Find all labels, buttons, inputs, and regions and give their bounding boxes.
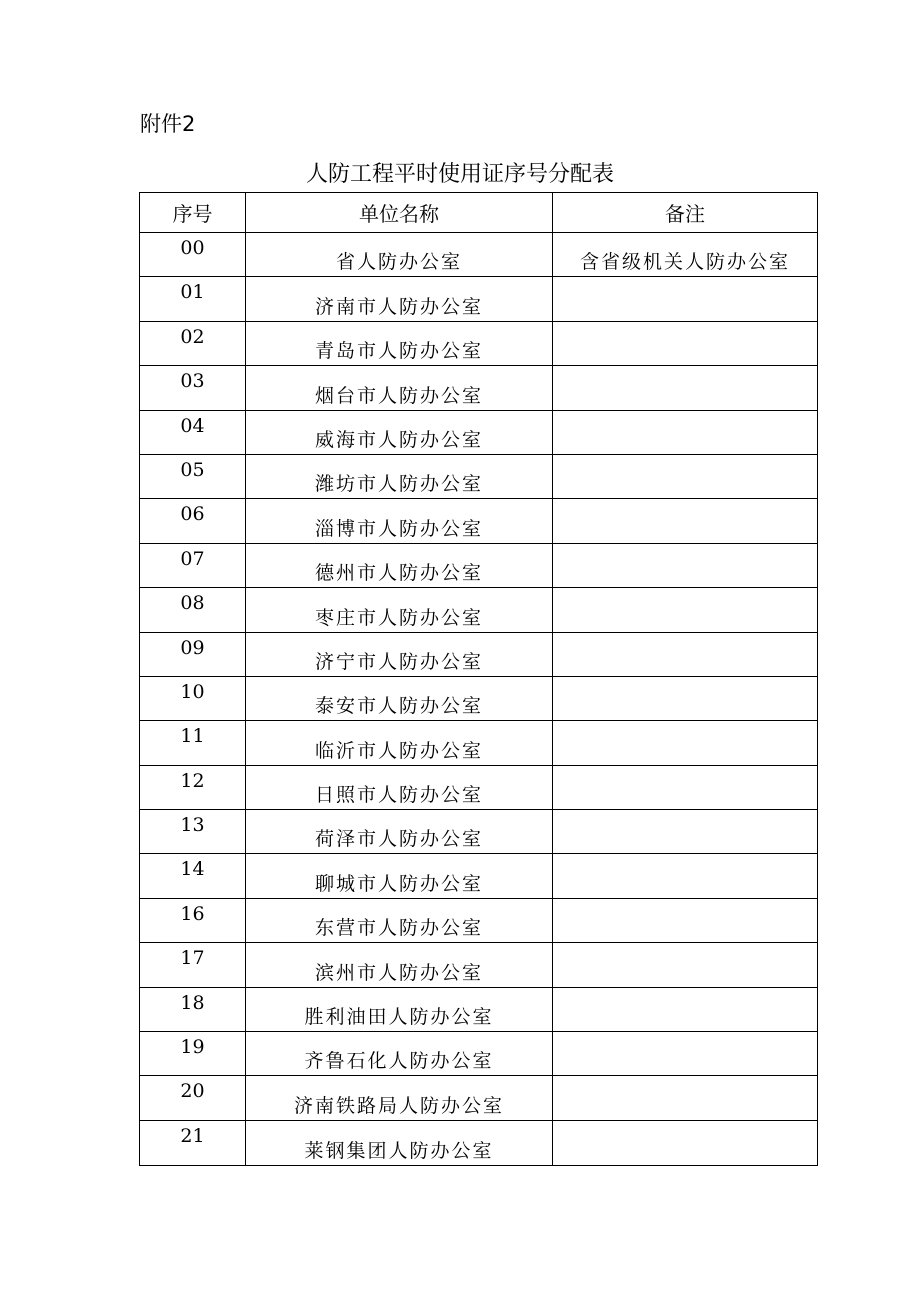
serial-number-cell: 02 [140, 321, 246, 365]
serial-number-cell: 16 [140, 898, 246, 942]
serial-number-cell: 11 [140, 721, 246, 765]
remarks-cell [553, 676, 818, 720]
table-row [140, 987, 818, 1031]
unit-name-cell: 聊城市人防办公室 [246, 854, 553, 898]
serial-number-cell: 12 [140, 765, 246, 809]
serial-number-cell: 18 [140, 987, 246, 1031]
remarks-cell [553, 543, 818, 587]
table-row [140, 499, 818, 543]
table-row [140, 543, 818, 587]
table-row [140, 321, 818, 365]
unit-name-cell: 枣庄市人防办公室 [246, 588, 553, 632]
table-row [140, 943, 818, 987]
header-unit-name: 单位名称 [246, 193, 553, 233]
remarks-cell [553, 410, 818, 454]
table-row [140, 233, 818, 277]
serial-number-cell: 20 [140, 1076, 246, 1120]
serial-number-cell: 09 [140, 632, 246, 676]
table-row [140, 898, 818, 942]
serial-number-cell: 01 [140, 277, 246, 321]
table-row [140, 454, 818, 498]
remarks-cell: 含省级机关人防办公室 [553, 233, 818, 277]
remarks-cell [553, 721, 818, 765]
remarks-cell [553, 632, 818, 676]
unit-name-cell: 济宁市人防办公室 [246, 632, 553, 676]
remarks-cell [553, 987, 818, 1031]
table-row [140, 1032, 818, 1076]
unit-name-cell: 临沂市人防办公室 [246, 721, 553, 765]
table-row [140, 588, 818, 632]
unit-name-cell: 日照市人防办公室 [246, 765, 553, 809]
remarks-cell [553, 277, 818, 321]
table-row [140, 765, 818, 809]
unit-name-cell: 威海市人防办公室 [246, 410, 553, 454]
remarks-cell [553, 588, 818, 632]
serial-number-cell: 08 [140, 588, 246, 632]
allocation-table [139, 192, 818, 1166]
serial-number-cell: 14 [140, 854, 246, 898]
attachment-label: 附件2 [140, 112, 196, 136]
unit-name-cell: 东营市人防办公室 [246, 898, 553, 942]
unit-name-cell: 德州市人防办公室 [246, 543, 553, 587]
remarks-cell [553, 765, 818, 809]
unit-name-cell: 滨州市人防办公室 [246, 943, 553, 987]
unit-name-cell: 淄博市人防办公室 [246, 499, 553, 543]
table-row [140, 676, 818, 720]
serial-number-cell: 19 [140, 1032, 246, 1076]
table-row [140, 277, 818, 321]
unit-name-cell: 莱钢集团人防办公室 [246, 1120, 553, 1165]
unit-name-cell: 烟台市人防办公室 [246, 366, 553, 410]
header-remarks: 备注 [553, 193, 818, 233]
remarks-cell [553, 1120, 818, 1165]
remarks-cell [553, 1076, 818, 1120]
remarks-cell [553, 366, 818, 410]
remarks-cell [553, 321, 818, 365]
serial-number-cell: 05 [140, 454, 246, 498]
unit-name-cell: 泰安市人防办公室 [246, 676, 553, 720]
table-row [140, 1120, 818, 1165]
remarks-cell [553, 454, 818, 498]
table-body [140, 233, 818, 1166]
document-title: 人防工程平时使用证序号分配表 [305, 162, 614, 187]
table-row [140, 410, 818, 454]
serial-number-cell: 21 [140, 1120, 246, 1165]
unit-name-cell: 青岛市人防办公室 [246, 321, 553, 365]
serial-number-cell: 10 [140, 676, 246, 720]
table-row [140, 1076, 818, 1120]
table-row [140, 366, 818, 410]
table-row [140, 854, 818, 898]
unit-name-cell: 齐鲁石化人防办公室 [246, 1032, 553, 1076]
unit-name-cell: 济南市人防办公室 [246, 277, 553, 321]
unit-name-cell: 潍坊市人防办公室 [246, 454, 553, 498]
serial-number-cell: 03 [140, 366, 246, 410]
remarks-cell [553, 943, 818, 987]
serial-number-cell: 06 [140, 499, 246, 543]
unit-name-cell: 省人防办公室 [246, 233, 553, 277]
table-row [140, 810, 818, 854]
serial-number-cell: 13 [140, 810, 246, 854]
serial-number-cell: 00 [140, 233, 246, 277]
table-row [140, 632, 818, 676]
remarks-cell [553, 499, 818, 543]
unit-name-cell: 荷泽市人防办公室 [246, 810, 553, 854]
serial-number-cell: 07 [140, 543, 246, 587]
header-serial-number: 序号 [140, 193, 246, 233]
remarks-cell [553, 810, 818, 854]
unit-name-cell: 胜利油田人防办公室 [246, 987, 553, 1031]
serial-number-cell: 04 [140, 410, 246, 454]
remarks-cell [553, 854, 818, 898]
remarks-cell [553, 898, 818, 942]
table-row [140, 721, 818, 765]
serial-number-cell: 17 [140, 943, 246, 987]
table-header-row [140, 193, 818, 233]
unit-name-cell: 济南铁路局人防办公室 [246, 1076, 553, 1120]
remarks-cell [553, 1032, 818, 1076]
